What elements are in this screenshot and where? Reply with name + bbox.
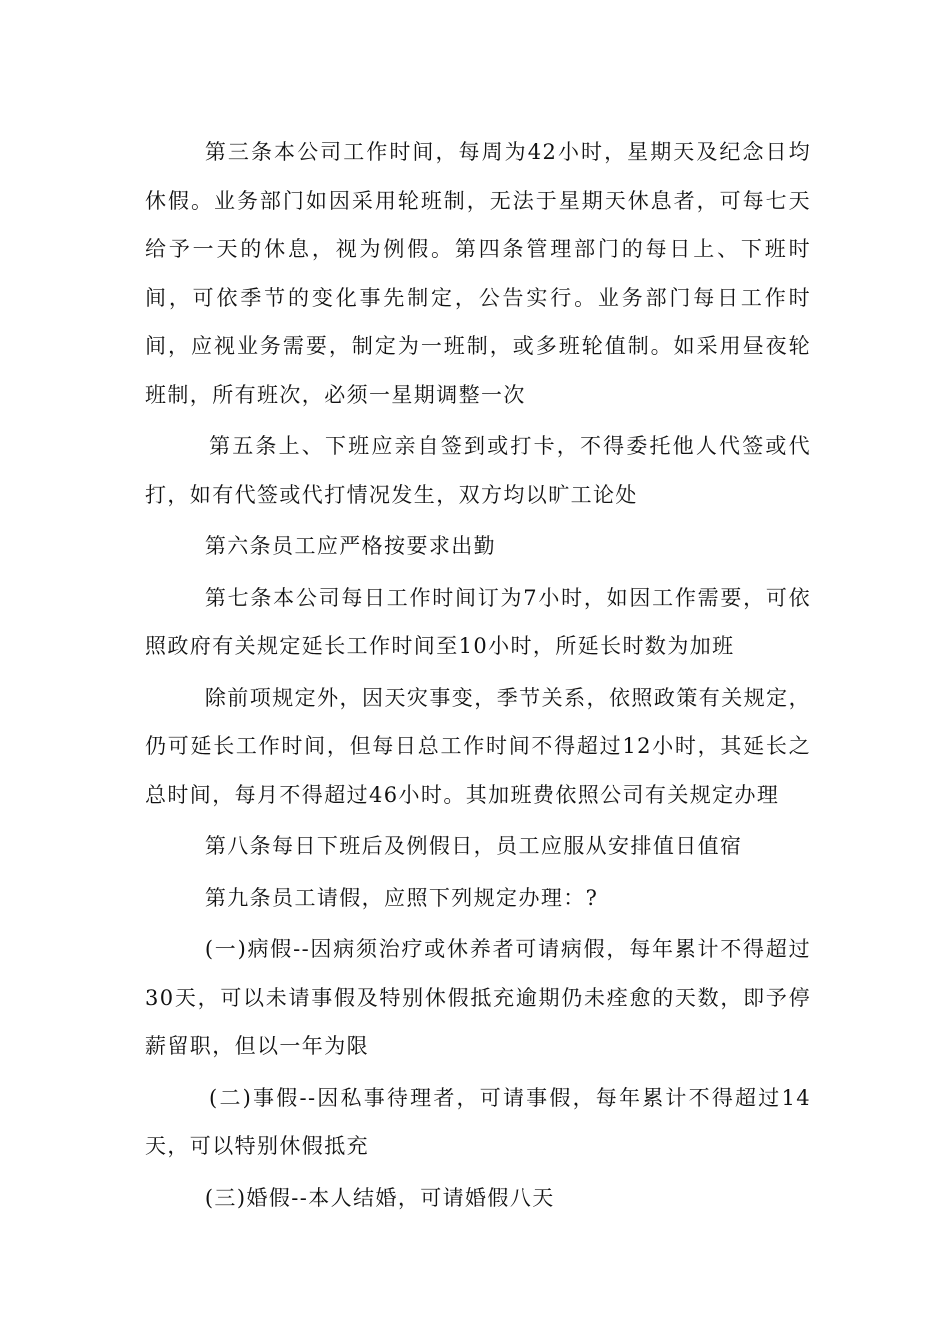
paragraph-article-9: 第九条员工请假，应照下列规定办理：? <box>204 885 599 910</box>
paragraph-article-5: 第五条上、下班应亲自签到或打卡，不得委托他人代签或代打，如有代签或代打情况发生，双方均以旷工论处 <box>145 434 811 507</box>
paragraph-article-3-4: 第三条本公司工作时间，每周为42小时，星期天及纪念日均休假。业务部门如因采用轮班制，无法于星期天休息者，可每七天给予一天的休息，视为例假。第四条管理部门的每日上、下班时间，可依季节的变化事先制定，公告实行。业务部门每日工作时间，应视业务需要，制定为一班制，或多班轮值制。如采用昼夜轮班制，所有班次，必须一星期调整一次 <box>145 140 811 407</box>
paragraph-article-7: 第七条本公司每日工作时间订为7小时，如因工作需要，可依照政府有关规定延长工作时间至10小时，所延长时数为加班 <box>145 585 811 658</box>
paragraph-sick-leave: (一)病假--因病须治疗或休养者可请病假，每年累计不得超过30天，可以未请事假及特别休假抵充逾期仍未痊愈的天数，即予停薪留职，但以一年为限 <box>145 937 811 1058</box>
paragraph-article-6: 第六条员工应严格按要求出勤 <box>204 534 497 558</box>
paragraph-marriage-leave: (三)婚假--本人结婚，可请婚假八天 <box>204 1185 555 1210</box>
paragraph-article-8: 第八条每日下班后及例假日，员工应服从安排值日值宿 <box>204 834 743 858</box>
document-body <box>145 128 811 1225</box>
paragraph-personal-leave: (二)事假--因私事待理者，可请事假，每年累计不得超过14天，可以特别休假抵充 <box>145 1085 811 1158</box>
paragraph-overtime-limit: 除前项规定外，因天灾事变，季节关系，依照政策有关规定，仍可延长工作时间，但每日总工作时间不得超过12小时，其延长之总时间，每月不得超过46小时。其加班费依照公司有关规定办理 <box>145 685 811 807</box>
